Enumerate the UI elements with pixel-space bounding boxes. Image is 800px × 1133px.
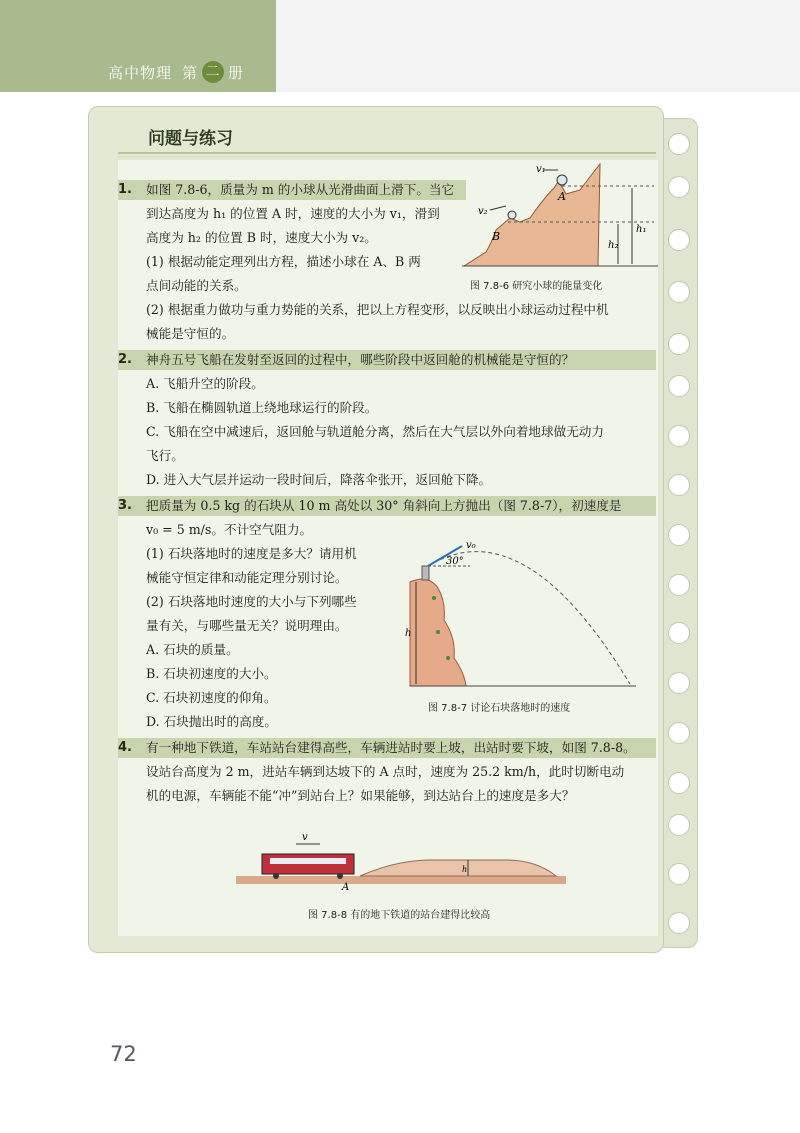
velocity-label: v: [302, 832, 308, 843]
cliff-plant: [432, 596, 436, 600]
binder-hole: [668, 912, 690, 934]
train-windows: [270, 858, 346, 864]
option-a: A. 飞船升空的阶段。: [146, 376, 264, 391]
question-text: 高度为 h₂ 的位置 B 时，速度大小为 v₂。: [146, 230, 377, 245]
binder-hole: [668, 622, 690, 644]
question-text: 量有关，与哪些量无关？说明理由。: [146, 618, 348, 633]
question-text: 有一种地下铁道，车站站台建得高些，车辆进站时要上坡，出站时要下坡，如图 7.8-8。: [146, 740, 636, 755]
binder-hole: [668, 133, 690, 155]
figure-7-8-8: [236, 830, 566, 892]
question-number: 4.: [118, 740, 132, 755]
ball-a: [557, 175, 567, 185]
v0-label: v₀: [466, 540, 476, 551]
question-number: 3.: [118, 498, 132, 513]
question-text: 械能守恒定律和动能定理分别讨论。: [146, 570, 348, 585]
height-label: h: [405, 628, 412, 639]
ball-b: [508, 211, 516, 219]
binder-hole: [668, 375, 690, 397]
book-title-mid: 第: [182, 63, 199, 82]
binder-hole: [668, 574, 690, 596]
question-text: 械能是守恒的。: [146, 326, 235, 341]
question-text: (1) 石块落地时的速度是多大？请用机: [146, 546, 357, 561]
height-label: h: [462, 865, 468, 874]
option-c: C. 石块初速度的仰角。: [146, 690, 277, 705]
binder-hole: [668, 863, 690, 885]
v2-label: v₂: [478, 206, 488, 217]
train-wheel: [273, 873, 279, 879]
question-text: 设站台高度为 2 m，进站车辆到达坡下的 A 点时，速度为 25.2 km/h，此时切断电动: [146, 764, 625, 779]
thrower-figure: [422, 566, 429, 580]
point-a-label: A: [558, 190, 566, 203]
option-b: B. 石块初速度的大小。: [146, 666, 277, 681]
binder-hole: [668, 425, 690, 447]
question-text: 如图 7.8-6，质量为 m 的小球从光滑曲面上滑下。当它: [146, 182, 455, 197]
question-text: v₀ = 5 m/s。不计空气阻力。: [146, 522, 313, 537]
binder-hole: [668, 772, 690, 794]
question-number: 1.: [118, 182, 132, 197]
option-c: C. 飞船在空中减速后，返回舱与轨道舱分离，然后在大气层以外向着地球做无动力: [146, 424, 604, 439]
volume-badge: 二: [202, 61, 224, 83]
cliff-plant: [446, 656, 450, 660]
binder-hole: [668, 814, 690, 836]
figure-7-8-7: [404, 536, 654, 692]
page-number: 72: [110, 1042, 137, 1066]
question-text: (2) 石块落地时速度的大小与下列哪些: [146, 594, 357, 609]
question-text: 神舟五号飞船在发射至返回的过程中，哪些阶段中返回舱的机械能是守恒的？: [146, 352, 575, 367]
angle-label: 30°: [446, 556, 464, 567]
option-a: A. 石块的质量。: [146, 642, 239, 657]
question-text: 到达高度为 h₁ 的位置 A 时，速度的大小为 v₁，滑到: [146, 206, 440, 221]
platform-mound: [360, 860, 556, 876]
book-title-left: 高中物理: [108, 63, 173, 82]
option-d: D. 石块抛出时的高度。: [146, 714, 277, 729]
cliff-plant: [436, 630, 440, 634]
binder-hole: [668, 722, 690, 744]
figure-caption: 图 7.8-7 讨论石块落地时的速度: [428, 703, 571, 714]
h1-label: h₁: [636, 224, 647, 235]
option-d: D. 进入大气层并运动一段时间后，降落伞张开，返回舱下降。: [146, 472, 492, 487]
option-c-cont: 飞行。: [146, 448, 184, 463]
point-a-label: A: [342, 882, 350, 892]
track-ground: [236, 876, 566, 884]
question-text: (2) 根据重力做功与重力势能的关系，把以上方程变形，以反映出小球运动过程中机: [146, 302, 609, 317]
point-b-label: B: [492, 230, 501, 243]
binder-hole: [668, 229, 690, 251]
v2-arrow: [490, 206, 506, 210]
question-number: 2.: [118, 352, 132, 367]
title-divider: [118, 152, 656, 154]
figure-caption: 图 7.8-6 研究小球的能量变化: [470, 281, 603, 292]
v1-label: v₁: [536, 164, 546, 175]
figure-caption: 图 7.8-8 有的地下铁道的站台建得比较高: [308, 910, 491, 921]
question-text: (1) 根据动能定理列出方程，描述小球在 A、B 两: [146, 254, 421, 269]
h2-label: h₂: [608, 240, 619, 251]
question-text: 点间动能的关系。: [146, 278, 247, 293]
binder-hole: [668, 176, 690, 198]
section-title: 问题与练习: [148, 129, 233, 149]
binder-hole: [668, 474, 690, 496]
book-title: [108, 61, 244, 83]
option-b: B. 飞船在椭圆轨道上绕地球运行的阶段。: [146, 400, 378, 415]
train-wheel: [337, 873, 343, 879]
binder-hole: [668, 672, 690, 694]
figure-7-8-6: [458, 160, 658, 272]
binder-hole: [668, 281, 690, 303]
book-title-right: 册: [228, 63, 245, 82]
binder-hole: [668, 333, 690, 355]
question-text: 把质量为 0.5 kg 的石块从 10 m 高处以 30° 角斜向上方抛出（图 7.8-7），初速度是: [146, 498, 622, 513]
title-divider-thin: [118, 156, 656, 157]
question-text: 机的电源，车辆能不能“冲”到站台上？如果能够，到达站台上的速度是多大？: [146, 788, 575, 803]
binder-hole: [668, 524, 690, 546]
